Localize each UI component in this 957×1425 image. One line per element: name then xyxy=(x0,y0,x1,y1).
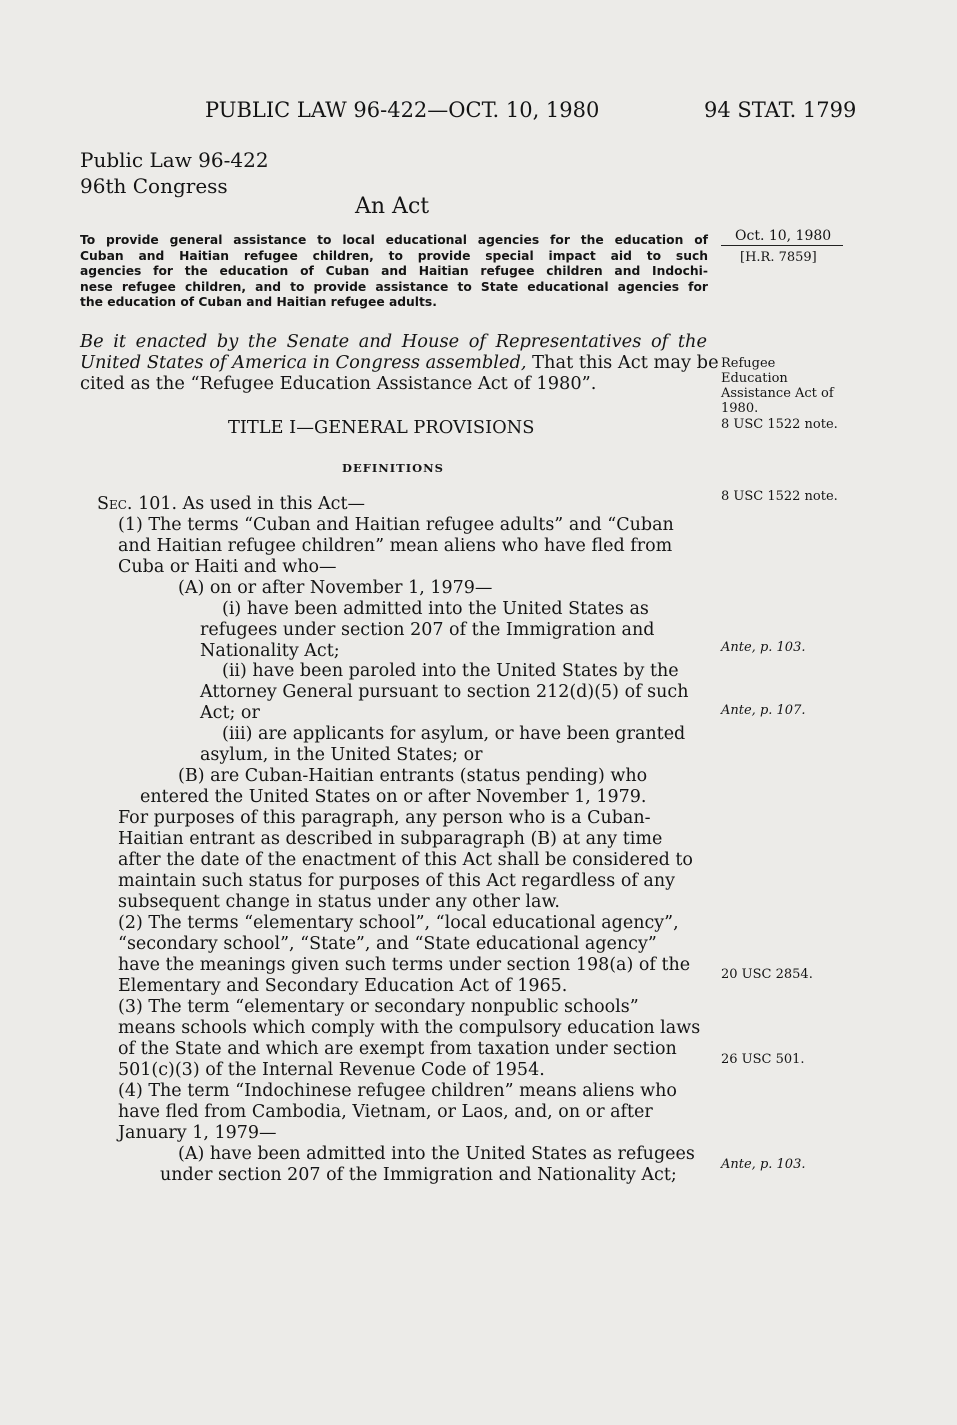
text-line: January 1, 1979— xyxy=(118,1123,277,1143)
enacting-line xyxy=(80,352,719,373)
margin-usc: 8 USC 1522 note. xyxy=(721,417,838,432)
text-line: (B) are Cuban-Haitian entrants (status pending) who xyxy=(178,766,648,786)
margin-short-title: Education xyxy=(721,371,788,386)
text-line: (A) have been admitted into the United States as refugees xyxy=(178,1144,695,1164)
text-line: (4) The term “Indochinese refugee children” means aliens who xyxy=(118,1081,677,1101)
text-line: entered the United States on or after November 1, 1979. xyxy=(140,787,647,807)
text-line: have the meanings given such terms under section 198(a) of the xyxy=(118,955,691,975)
text-line: under section 207 of the Immigration and Nationality Act; xyxy=(160,1165,677,1185)
text-line: have fled from Cambodia, Vietnam, or Laos, and, on or after xyxy=(118,1102,653,1122)
text-line: (A) on or after November 1, 1979— xyxy=(178,578,493,598)
enacting-line: cited as the “Refugee Education Assistance Act of 1980”. xyxy=(80,373,597,394)
text-line: (1) The terms “Cuban and Haitian refugee adults” and “Cuban xyxy=(118,515,674,535)
text-line: (ii) have been paroled into the United States by the xyxy=(222,661,679,681)
text-line: 501(c)(3) of the Internal Revenue Code of 1954. xyxy=(118,1060,545,1080)
section-label: Sec. xyxy=(97,494,133,514)
title-heading: TITLE I—GENERAL PROVISIONS xyxy=(228,417,535,438)
margin-usc: 26 USC 501. xyxy=(721,1052,805,1067)
margin-ante: Ante, p. 107. xyxy=(721,703,806,718)
act-heading: An Act xyxy=(355,194,430,219)
text-line: Attorney General pursuant to section 212(d)(5) of such xyxy=(200,682,689,702)
text-line: (3) The term “elementary or secondary nonpublic schools” xyxy=(118,997,639,1017)
text-line: means schools which comply with the compulsory education laws xyxy=(118,1018,701,1038)
section-heading xyxy=(97,494,365,514)
purpose-line: Cuban and Haitian refugee children, to provide special impact aid to such xyxy=(80,248,708,263)
section-text: 101. As used in this Act— xyxy=(132,494,365,514)
enacting-text: Be it enacted by the Senate and House of Representatives of the xyxy=(80,331,707,352)
margin-rule xyxy=(721,245,843,246)
purpose-line: To provide general assistance to local educational agencies for the education of xyxy=(80,233,708,247)
text-line: after the date of the enactment of this Act shall be considered to xyxy=(118,850,693,870)
statute-page: 94 STAT. 1799 xyxy=(704,98,857,122)
margin-short-title: Assistance Act of xyxy=(721,386,834,401)
congress: 96th Congress xyxy=(80,174,228,198)
text-line: subsequent change in status under any other law. xyxy=(118,892,560,912)
text-line: (iii) are applicants for asylum, or have been granted xyxy=(222,724,686,744)
text-line: of the State and which are exempt from taxation under section xyxy=(118,1039,677,1059)
text-line: Elementary and Secondary Education Act of 1965. xyxy=(118,976,568,996)
text-line: Act; or xyxy=(200,703,260,723)
margin-ante: Ante, p. 103. xyxy=(721,1157,806,1172)
text-line: refugees under section 207 of the Immigration and xyxy=(200,620,655,640)
margin-bill: [H.R. 7859] xyxy=(740,250,817,265)
definitions-heading: DEFINITIONS xyxy=(342,461,444,475)
text-line: (i) have been admitted into the United States as xyxy=(222,599,649,619)
text-line: and Haitian refugee children” mean aliens who have fled from xyxy=(118,536,673,556)
margin-ante: Ante, p. 103. xyxy=(721,640,806,655)
text-line: Nationality Act; xyxy=(200,641,340,661)
enacting-text: United States of America in Congress assembled, xyxy=(80,352,527,373)
margin-short-title: 1980. xyxy=(721,401,759,416)
running-header: PUBLIC LAW 96-422—OCT. 10, 1980 xyxy=(205,98,600,122)
enacting-text: That this Act may be xyxy=(526,352,719,373)
margin-usc: 20 USC 2854. xyxy=(721,967,813,982)
text-line: (2) The terms “elementary school”, “local educational agency”, xyxy=(118,913,679,933)
enacting-line xyxy=(80,331,707,352)
text-line: maintain such status for purposes of this Act regardless of any xyxy=(118,871,675,891)
text-line: asylum, in the United States; or xyxy=(200,745,483,765)
margin-date: Oct. 10, 1980 xyxy=(735,228,832,244)
text-line: Haitian entrant as described in subparagraph (B) at any time xyxy=(118,829,663,849)
margin-short-title: Refugee xyxy=(721,356,776,371)
purpose-line: agencies for the education of Cuban and Haitian refugee children and Indochi- xyxy=(80,264,708,278)
text-line: “secondary school”, “State”, and “State educational agency” xyxy=(118,934,657,954)
purpose-clause xyxy=(80,233,708,311)
text-line: Cuba or Haiti and who— xyxy=(118,557,337,577)
public-law-number: Public Law 96-422 xyxy=(80,148,269,172)
margin-usc: 8 USC 1522 note. xyxy=(721,489,838,504)
purpose-line: the education of Cuban and Haitian refugee adults. xyxy=(80,295,437,309)
purpose-line: nese refugee children, and to provide assistance to State educational agencies for xyxy=(80,279,708,294)
text-line: For purposes of this paragraph, any person who is a Cuban- xyxy=(118,808,651,828)
